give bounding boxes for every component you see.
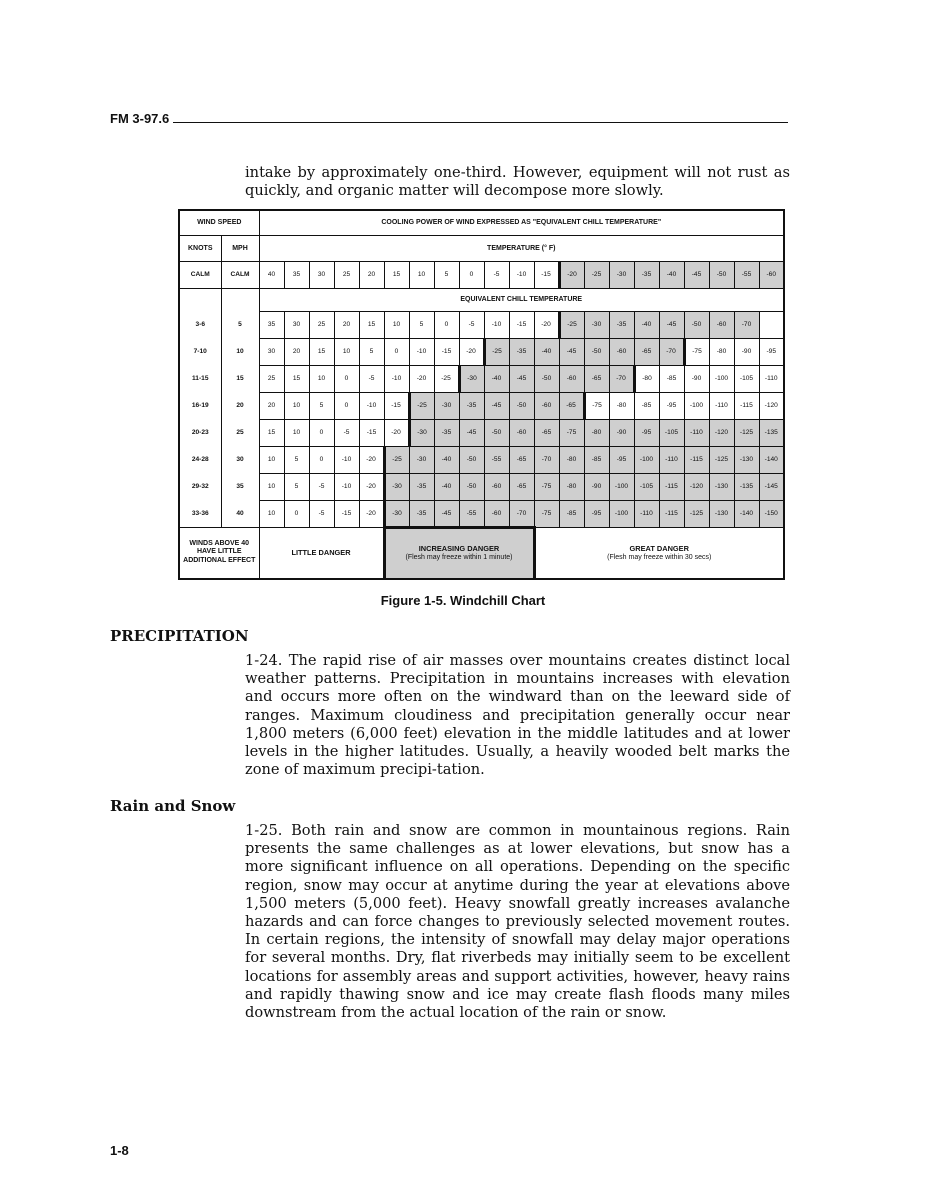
knots-cell: 11-15	[179, 365, 221, 392]
chill-value-cell: -135	[759, 419, 784, 446]
mph-cell: 5	[221, 311, 259, 338]
chill-value-cell: 10	[334, 338, 359, 365]
chill-value-cell: -10	[409, 338, 434, 365]
mph-cell: 20	[221, 392, 259, 419]
great-danger-label: GREAT DANGER	[629, 543, 689, 553]
chill-value-cell: -10	[484, 311, 509, 338]
chill-value-cell: -125	[684, 500, 709, 527]
chill-value-cell: 15	[284, 365, 309, 392]
knots-cell: 20-23	[179, 419, 221, 446]
chill-value-cell: -70	[659, 338, 684, 365]
chill-value-cell: -70	[534, 446, 559, 473]
chill-value-cell: 15	[259, 419, 284, 446]
calm-temp-cell: -15	[534, 261, 559, 288]
calm-temp-cell: -10	[509, 261, 534, 288]
little-danger-zone	[259, 527, 384, 579]
chill-value-cell: -100	[684, 392, 709, 419]
calm-temp-cell: -35	[634, 261, 659, 288]
chill-value-cell: -70	[509, 500, 534, 527]
chill-value-cell: -140	[759, 446, 784, 473]
chill-value-cell: -125	[709, 446, 734, 473]
chill-value-cell: -90	[584, 473, 609, 500]
chill-value-cell: -120	[759, 392, 784, 419]
chill-value-cell: -15	[434, 338, 459, 365]
chill-value-cell: -80	[634, 365, 659, 392]
chill-value-cell: -120	[684, 473, 709, 500]
chill-value-cell: -135	[734, 473, 759, 500]
calm-temp-cell: 20	[359, 261, 384, 288]
chill-value-cell: -90	[609, 419, 634, 446]
calm-temp-cell: 35	[284, 261, 309, 288]
page-number: 1-8	[110, 1143, 129, 1158]
chill-value-cell: -65	[509, 446, 534, 473]
chill-value-cell: 10	[259, 473, 284, 500]
chill-value-cell: -100	[609, 473, 634, 500]
chill-value-cell: -30	[434, 392, 459, 419]
knots-cell: 7-10	[179, 338, 221, 365]
blank-cell	[221, 288, 259, 311]
chill-value-cell: -115	[659, 500, 684, 527]
calm-temp-cell: -5	[484, 261, 509, 288]
chill-value-cell: -100	[634, 446, 659, 473]
chill-value-cell: 0	[309, 419, 334, 446]
chill-value-cell: -35	[409, 473, 434, 500]
figure-caption: Figure 1-5. Windchill Chart	[380, 593, 546, 608]
chill-value-cell: 10	[284, 392, 309, 419]
chill-value-cell: -75	[584, 392, 609, 419]
chill-value-cell: -105	[659, 419, 684, 446]
chill-value-cell: -10	[359, 392, 384, 419]
chill-value-cell: 20	[284, 338, 309, 365]
chill-value-cell: -55	[484, 446, 509, 473]
chill-value-cell: -70	[734, 311, 759, 338]
chill-value-cell: -50	[459, 446, 484, 473]
knots-cell: 33-36	[179, 500, 221, 527]
chill-value-cell: -95	[634, 419, 659, 446]
chill-value-cell: -5	[459, 311, 484, 338]
mph-cell: 30	[221, 446, 259, 473]
chill-value-cell: 10	[309, 365, 334, 392]
chill-value-cell: -105	[634, 473, 659, 500]
page-header	[110, 108, 788, 126]
chill-value-cell: 10	[384, 311, 409, 338]
chill-value-cell: -95	[584, 500, 609, 527]
knots-cell: 3-6	[179, 311, 221, 338]
chill-value-cell: -125	[734, 419, 759, 446]
chill-value-cell: -150	[759, 500, 784, 527]
chill-value-cell: -45	[459, 419, 484, 446]
chill-value-cell: -120	[709, 419, 734, 446]
chill-value-cell: -45	[484, 392, 509, 419]
chill-value-cell: -5	[309, 500, 334, 527]
chill-value-cell: -50	[484, 419, 509, 446]
chill-value-cell: -55	[459, 500, 484, 527]
calm-temp-cell: -55	[734, 261, 759, 288]
chill-value-cell: -20	[359, 446, 384, 473]
chill-value-cell: -105	[734, 365, 759, 392]
temperature-header: TEMPERATURE (° F)	[259, 235, 784, 261]
chill-value-cell: -20	[359, 500, 384, 527]
chill-value-cell: -145	[759, 473, 784, 500]
chill-value-cell: -20	[359, 473, 384, 500]
chill-value-cell: 0	[284, 500, 309, 527]
calm-temp-cell: 25	[334, 261, 359, 288]
chill-value-cell: -15	[509, 311, 534, 338]
calm-temp-cell: -20	[559, 261, 584, 288]
knots-header: KNOTS	[179, 235, 221, 261]
chill-value-cell: 5	[409, 311, 434, 338]
chill-value-cell: -20	[534, 311, 559, 338]
increasing-danger-zone	[384, 527, 534, 579]
calm-temp-cell: 15	[384, 261, 409, 288]
chill-value-cell: -50	[584, 338, 609, 365]
chill-value-cell: -5	[309, 473, 334, 500]
document-id: FM 3-97.6	[110, 111, 170, 126]
chill-value-cell: -80	[709, 338, 734, 365]
great-danger-zone	[534, 527, 784, 579]
chill-value-cell: 0	[384, 338, 409, 365]
chill-value-cell: -85	[584, 446, 609, 473]
chill-value-cell: -15	[359, 419, 384, 446]
knots-cell: 16-19	[179, 392, 221, 419]
chill-value-cell: -40	[434, 446, 459, 473]
chill-value-cell: 20	[334, 311, 359, 338]
chill-value-cell: 5	[284, 446, 309, 473]
mph-cell: 40	[221, 500, 259, 527]
chill-value-cell: -10	[334, 473, 359, 500]
calm-temp-cell: 10	[409, 261, 434, 288]
chill-value-cell: -30	[459, 365, 484, 392]
knots-cell: 29-32	[179, 473, 221, 500]
chill-value-cell: 0	[434, 311, 459, 338]
chill-value-cell: -95	[759, 338, 784, 365]
chill-value-cell: -60	[509, 419, 534, 446]
calm-temp-cell: 5	[434, 261, 459, 288]
chill-value-cell: -35	[434, 419, 459, 446]
knots-cell: 24-28	[179, 446, 221, 473]
chill-value-cell: -40	[484, 365, 509, 392]
chill-value-cell: -25	[384, 446, 409, 473]
chill-value-cell: 15	[359, 311, 384, 338]
calm-mph: CALM	[221, 261, 259, 288]
chill-value-cell: 25	[259, 365, 284, 392]
chill-value-cell: -115	[684, 446, 709, 473]
chill-value-cell: 0	[309, 446, 334, 473]
increasing-danger-label: INCREASING DANGER	[418, 544, 500, 554]
calm-temp-cell: -50	[709, 261, 734, 288]
chill-value-cell: -45	[559, 338, 584, 365]
chill-value-cell: -60	[534, 392, 559, 419]
chill-value-cell: -140	[734, 500, 759, 527]
chill-value-cell: -75	[534, 500, 559, 527]
chill-value-cell: -90	[734, 338, 759, 365]
chill-value-cell: -75	[559, 419, 584, 446]
chill-value-cell: -110	[709, 392, 734, 419]
chill-value-cell: -45	[509, 365, 534, 392]
chill-value-cell: 15	[309, 338, 334, 365]
chill-value-cell: -100	[609, 500, 634, 527]
chill-value-cell: -25	[434, 365, 459, 392]
chill-value-cell: 0	[334, 365, 359, 392]
chill-value-cell: -30	[409, 446, 434, 473]
chill-value-cell: -130	[709, 500, 734, 527]
calm-temp-cell: -30	[609, 261, 634, 288]
chill-value-cell: -50	[684, 311, 709, 338]
mph-cell: 10	[221, 338, 259, 365]
chill-value-cell: -5	[359, 365, 384, 392]
calm-temp-cell: 0	[459, 261, 484, 288]
chill-value-cell: -65	[509, 473, 534, 500]
mph-header: MPH	[221, 235, 259, 261]
great-danger-note: (Flesh may freeze within 30 secs)	[607, 553, 712, 561]
chill-value-cell: -65	[534, 419, 559, 446]
chill-value-cell: -60	[484, 500, 509, 527]
chill-value-cell: 10	[259, 500, 284, 527]
chill-value-cell: -75	[534, 473, 559, 500]
mph-cell: 25	[221, 419, 259, 446]
chill-value-cell: -80	[584, 419, 609, 446]
chill-value-cell: -20	[459, 338, 484, 365]
cooling-power-header: COOLING POWER OF WIND EXPRESSED AS "EQUIVALENT CHILL TEMPERATURE"	[259, 210, 784, 235]
chill-value-cell: -30	[384, 473, 409, 500]
chill-value-cell: -40	[534, 338, 559, 365]
chill-value-cell: -15	[384, 392, 409, 419]
wind-speed-header: WIND SPEED	[179, 210, 259, 235]
increasing-danger-note: (Flesh may freeze within 1 minute)	[405, 554, 513, 562]
intro-paragraph: intake by approximately one-third. However, equipment will not rust as quickly, and organic matter will decompose more slowly.	[245, 164, 790, 200]
chill-value-cell: -35	[509, 338, 534, 365]
chill-value-cell: -25	[409, 392, 434, 419]
chill-value-cell: -50	[534, 365, 559, 392]
calm-knots: CALM	[179, 261, 221, 288]
chill-value-cell: 20	[259, 392, 284, 419]
chill-value-cell: -80	[559, 446, 584, 473]
chill-value-cell: -50	[459, 473, 484, 500]
chill-value-cell: -115	[659, 473, 684, 500]
little-danger-label: LITTLE DANGER	[291, 548, 351, 558]
chill-value-cell: -35	[459, 392, 484, 419]
chill-value-cell: -65	[584, 365, 609, 392]
chill-value-cell: -130	[734, 446, 759, 473]
rain-snow-paragraph: 1-25. Both rain and snow are common in mountainous regions. Rain presents the same challenges as at lower elevations, but snow has a more significant influence on all operations. Depending on the specific region, snow may occur at anytime during the year at elevations above 1,500 meters (5,000 feet). Heavy snowfall greatly increases avalanche hazards and can force changes to previously selected movement routes. In certain regions, the intensity of snowfall may delay major operations for several months. Dry, flat riverbeds may initially seem to be excellent locations for assembly areas and support activities, however, heavy rains and rapidly thawing snow and ice may create flash floods many miles downstream from the actual location of the rain or snow.	[245, 822, 790, 1022]
chill-value-cell: -85	[559, 500, 584, 527]
calm-temp-cell: -60	[759, 261, 784, 288]
chill-value-cell: -85	[659, 365, 684, 392]
chill-value-cell: -35	[409, 500, 434, 527]
mph-cell: 15	[221, 365, 259, 392]
chill-value-cell: -45	[659, 311, 684, 338]
chill-value-cell: -25	[484, 338, 509, 365]
chill-value-cell: 5	[359, 338, 384, 365]
calm-temp-cell: 30	[309, 261, 334, 288]
chill-value-cell: 30	[284, 311, 309, 338]
header-rule	[173, 122, 788, 123]
equivalent-chill-header: EQUIVALENT CHILL TEMPERATURE	[259, 288, 784, 311]
chill-value-cell: -60	[609, 338, 634, 365]
chill-value-cell: -10	[334, 446, 359, 473]
chill-value-cell: 35	[259, 311, 284, 338]
chill-value-cell: -85	[634, 392, 659, 419]
chill-value-cell: -95	[659, 392, 684, 419]
calm-temp-cell: -25	[584, 261, 609, 288]
chill-value-cell: -65	[559, 392, 584, 419]
chill-value-cell: -25	[559, 311, 584, 338]
chill-value-cell: -50	[509, 392, 534, 419]
chill-value-cell: -30	[584, 311, 609, 338]
chill-value-cell: -15	[334, 500, 359, 527]
chill-value-cell: 10	[284, 419, 309, 446]
chill-value-cell: -75	[684, 338, 709, 365]
chill-value-cell: 0	[334, 392, 359, 419]
chill-value-cell: -10	[384, 365, 409, 392]
chill-value-cell: -40	[634, 311, 659, 338]
chill-value-cell: -110	[684, 419, 709, 446]
precipitation-paragraph: 1-24. The rapid rise of air masses over mountains creates distinct local weather patterns. Precipitation in mountains increases with elevation and occurs more often on the windward than on the leeward side of ranges. Maximum cloudiness and precipitation generally occur near 1,800 meters (6,000 feet) elevation in the middle latitudes and at lower levels in the higher latitudes. Usually, a heavily wooded belt marks the zone of maximum precipi-tation.	[245, 652, 790, 779]
chill-value-cell: -90	[684, 365, 709, 392]
chill-value-cell: -100	[709, 365, 734, 392]
chill-value-cell: -30	[384, 500, 409, 527]
chill-value-cell: -95	[609, 446, 634, 473]
mph-cell: 35	[221, 473, 259, 500]
calm-temp-cell: 40	[259, 261, 284, 288]
calm-temp-cell: -45	[684, 261, 709, 288]
chill-value-cell: -130	[709, 473, 734, 500]
windchill-chart	[178, 209, 785, 580]
chill-value-cell: -110	[759, 365, 784, 392]
chill-value-cell: 30	[259, 338, 284, 365]
chill-value-cell: -40	[434, 473, 459, 500]
chill-value-cell: -35	[609, 311, 634, 338]
chill-value-cell: -110	[659, 446, 684, 473]
chill-value-cell: -30	[409, 419, 434, 446]
chill-value-cell: -45	[434, 500, 459, 527]
chill-value-cell: 25	[309, 311, 334, 338]
chill-value-cell: -60	[484, 473, 509, 500]
chill-value-cell: -80	[609, 392, 634, 419]
chill-value-cell: -20	[384, 419, 409, 446]
chill-value-cell: 5	[309, 392, 334, 419]
chill-value-cell: -110	[634, 500, 659, 527]
chill-value-cell: 10	[259, 446, 284, 473]
chill-value-cell: -5	[334, 419, 359, 446]
chill-value-cell: -60	[559, 365, 584, 392]
chill-value-cell: -80	[559, 473, 584, 500]
blank-cell	[179, 288, 221, 311]
precipitation-heading: PRECIPITATION	[110, 627, 249, 645]
windchill-table	[178, 209, 785, 580]
chill-value-cell: -70	[609, 365, 634, 392]
chill-value-cell: -60	[709, 311, 734, 338]
rain-snow-heading: Rain and Snow	[110, 797, 236, 815]
chill-value-cell: -115	[734, 392, 759, 419]
winds-above-note: WINDS ABOVE 40 HAVE LITTLE ADDITIONAL EFFECT	[179, 527, 259, 579]
chill-value-cell: -65	[634, 338, 659, 365]
calm-temp-cell: -40	[659, 261, 684, 288]
chill-value-cell: -20	[409, 365, 434, 392]
chill-value-cell: 5	[284, 473, 309, 500]
